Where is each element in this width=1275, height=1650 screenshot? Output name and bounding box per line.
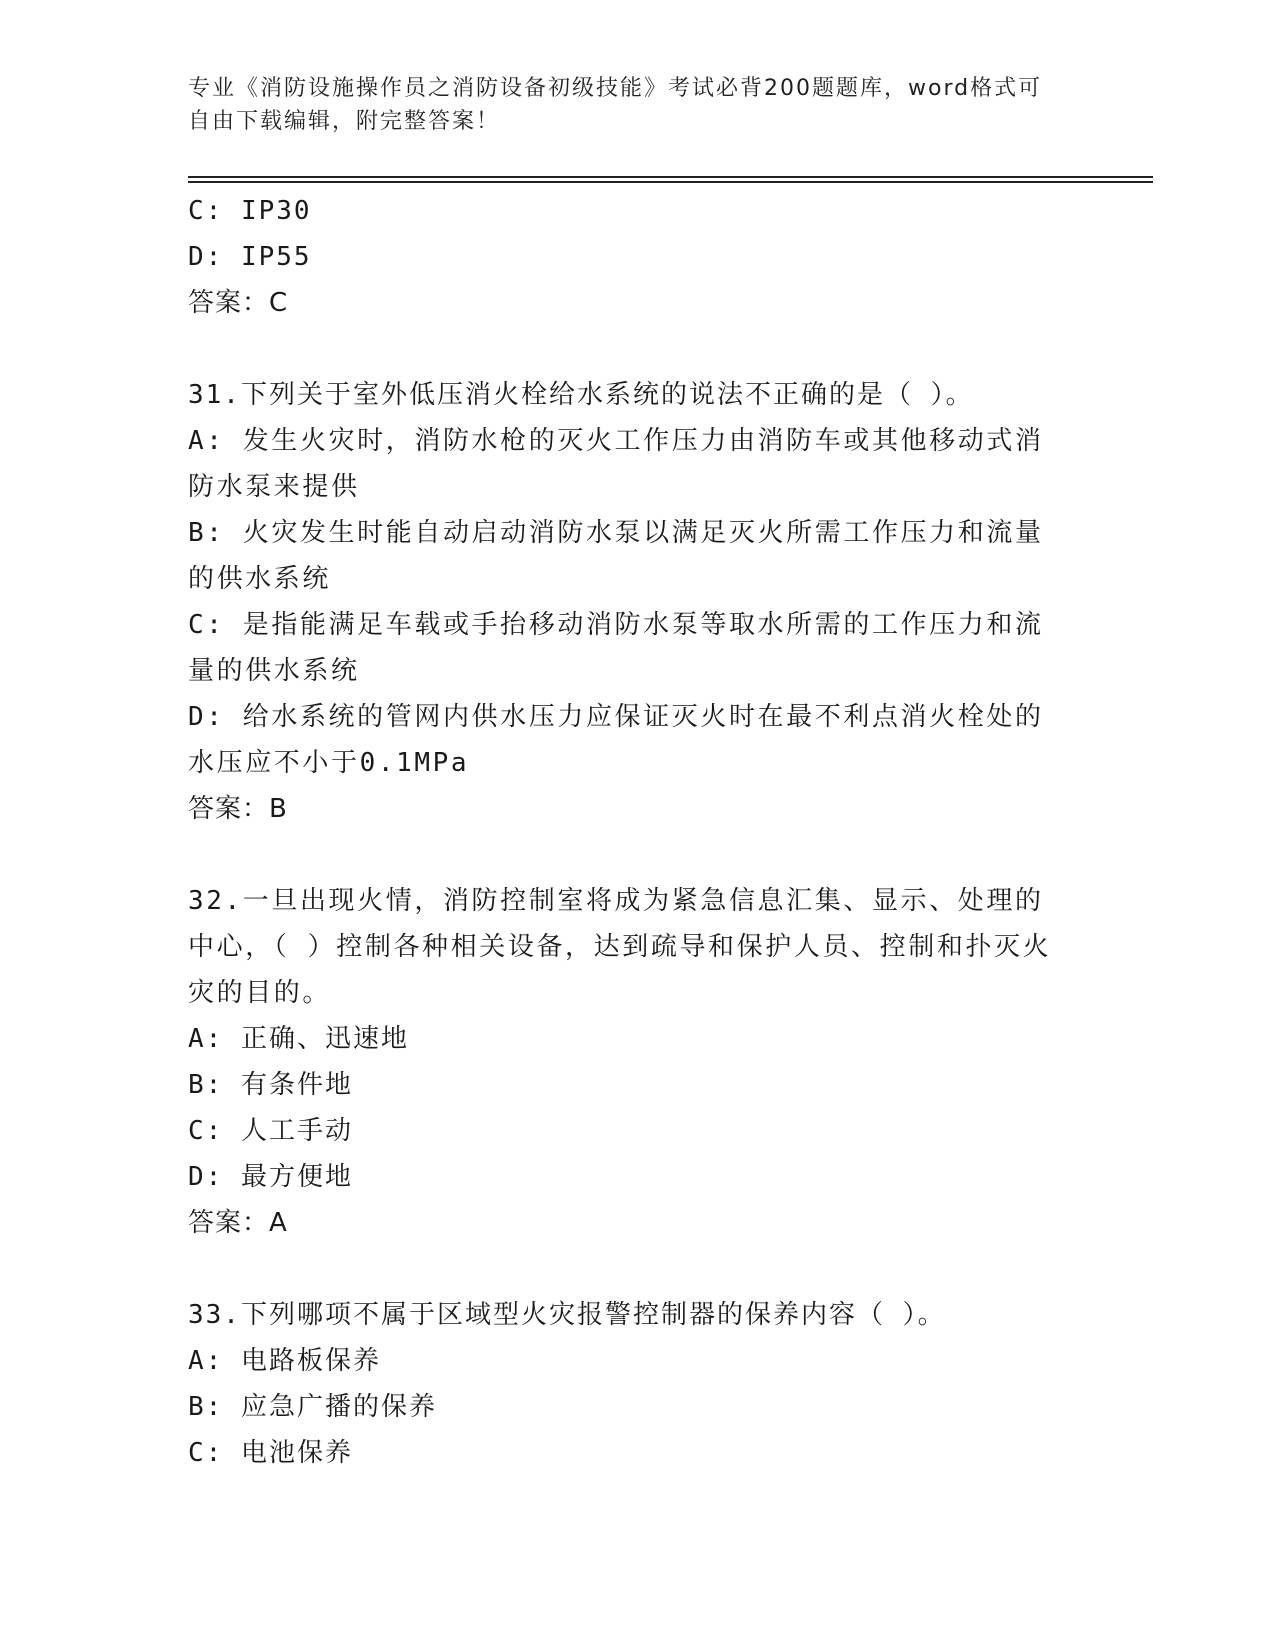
option-c: C: 是指能满足车载或手抬移动消防水泵等取水所需的工作压力和流量的供水系统 (188, 610, 1044, 686)
option-d: D: 给水系统的管网内供水压力应保证灭火时在最不利点消火栓处的水压应不小于0.1MPa (188, 702, 1044, 778)
option-d: D: 最方便地 (188, 1162, 353, 1192)
question-stem: 32.一旦出现火情，消防控制室将成为紧急信息汇集、显示、处理的中心，（ ）控制各种相关设备，达到疏导和保护人员、控制和扑灭火灾的目的。 (188, 886, 1052, 1008)
option-a: A: 发生火灾时，消防水枪的灭火工作压力由消防车或其他移动式消防水泵来提供 (188, 426, 1044, 502)
header-rule-top (188, 176, 1153, 178)
header-line-1: 专业《消防设施操作员之消防设备初级技能》考试必背200题题库，word格式可 (188, 76, 1043, 101)
answer-text: 答案：A (188, 1208, 288, 1238)
document-header (188, 72, 1068, 138)
spacer (188, 1246, 1068, 1292)
answer-text: 答案：C (188, 288, 289, 318)
option-b: B: 应急广播的保养 (188, 1392, 437, 1422)
option-b: B: 火灾发生时能自动启动消防水泵以满足灭火所需工作压力和流量的供水系统 (188, 518, 1044, 594)
question-32 (188, 878, 1068, 1246)
option-c: C: 人工手动 (188, 1116, 353, 1146)
question-33 (188, 1292, 1068, 1476)
spacer (188, 832, 1068, 878)
question-stem: 33.下列哪项不属于区域型火灾报警控制器的保养内容（ ）。 (188, 1300, 946, 1330)
question-31 (188, 372, 1068, 832)
question-30-tail (188, 188, 1068, 326)
question-list (188, 188, 1068, 1476)
option-d: D: IP55 (188, 242, 312, 272)
option-b: B: 有条件地 (188, 1070, 353, 1100)
spacer (188, 326, 1068, 372)
question-stem: 31.下列关于室外低压消火栓给水系统的说法不正确的是（ ）。 (188, 380, 974, 410)
option-c: C: IP30 (188, 196, 312, 226)
option-c: C: 电池保养 (188, 1438, 353, 1468)
answer-text: 答案：B (188, 794, 288, 824)
header-rule-bottom (188, 181, 1153, 183)
option-a: A: 电路板保养 (188, 1346, 381, 1376)
header-line-2: 自由下载编辑，附完整答案！ (188, 109, 501, 134)
option-a: A: 正确、迅速地 (188, 1024, 409, 1054)
